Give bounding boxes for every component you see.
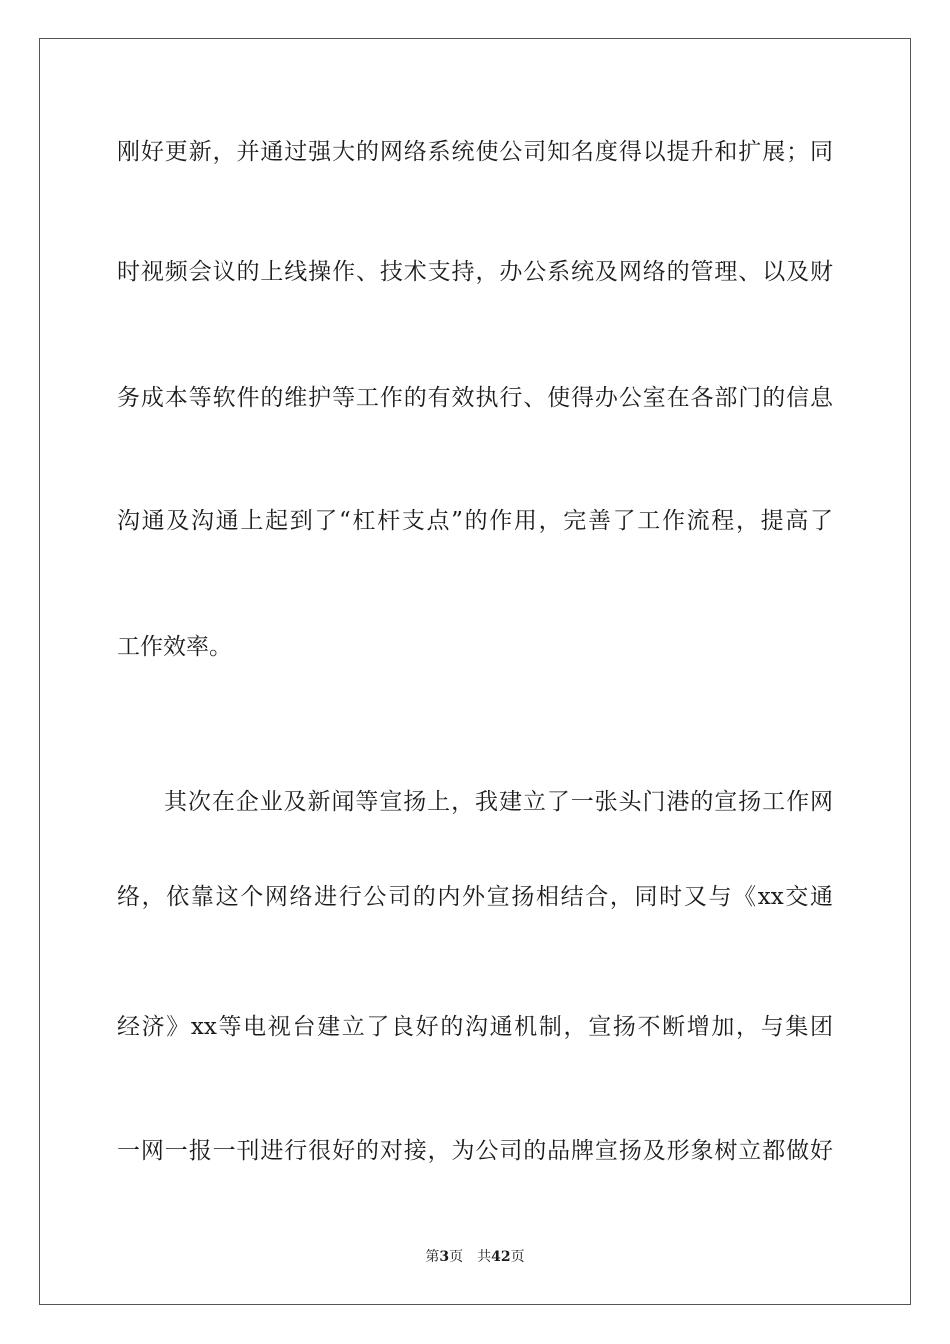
text-line-8: 经济》xx等电视台建立了良好的沟通机制，宣扬不断增加，与集团 — [117, 1014, 833, 1040]
text-line-1: 刚好更新，并通过强大的网络系统使公司知名度得以提升和扩展；同 — [117, 139, 833, 165]
text-line-9: 一网一报一刊进行很好的对接，为公司的品牌宣扬及形象树立都做好 — [117, 1138, 833, 1164]
text-line-2: 时视频会议的上线操作、技术支持，办公系统及网络的管理、以及财 — [117, 259, 833, 285]
page-suffix: 页 — [449, 1249, 464, 1265]
page-footer — [0, 1248, 950, 1266]
text-line-7: 络，依靠这个网络进行公司的内外宣扬相结合，同时又与《xx交通 — [117, 884, 833, 910]
text-line-4: 沟通及沟通上起到了“杠杆支点”的作用，完善了工作流程，提高了 — [117, 508, 833, 534]
page-border — [39, 38, 911, 1305]
total-suffix: 页 — [510, 1249, 525, 1265]
total-pages: 42 — [491, 1249, 511, 1265]
text-line-3: 务成本等软件的维护等工作的有效执行、使得办公室在各部门的信息 — [117, 385, 833, 411]
page-number: 3 — [439, 1249, 450, 1265]
total-prefix: 共 — [477, 1249, 492, 1265]
text-line-5: 工作效率。 — [117, 634, 232, 660]
text-line-6-paragraph-start: 其次在企业及新闻等宣扬上，我建立了一张头门港的宣扬工作网 — [164, 789, 833, 815]
page-prefix: 第 — [425, 1249, 440, 1265]
